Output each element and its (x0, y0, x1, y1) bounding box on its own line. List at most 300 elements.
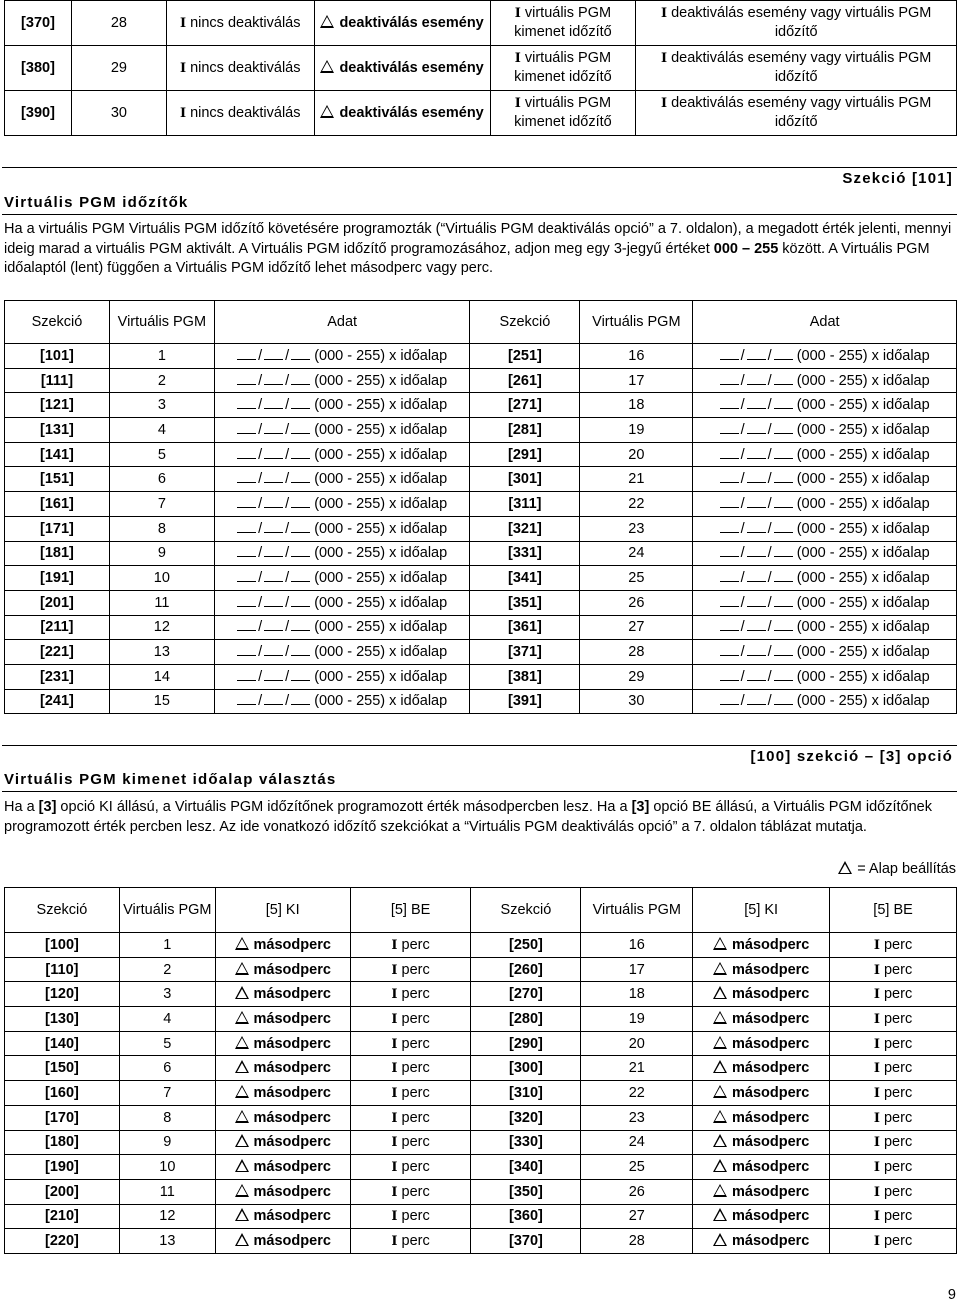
digit-blank[interactable] (237, 521, 256, 533)
option-text: nincs deaktiválás (190, 104, 301, 121)
section-cell: [351] (470, 590, 580, 615)
pgm-cell: 9 (109, 541, 214, 566)
digit-blank[interactable] (720, 595, 739, 607)
off-cell-default (215, 1179, 350, 1204)
table-row (5, 1105, 957, 1130)
data-entry-cell[interactable] (693, 368, 957, 393)
option-cell (490, 46, 636, 91)
data-entry-cell[interactable] (214, 393, 470, 418)
digit-blank[interactable] (774, 348, 793, 360)
pgm-cell: 12 (119, 1204, 215, 1229)
digit-blank[interactable] (720, 348, 739, 360)
digit-blank[interactable] (720, 693, 739, 705)
digit-blank[interactable] (774, 397, 793, 409)
off-cell-default (215, 1081, 350, 1106)
default-legend (838, 861, 956, 877)
section-cell: [271] (470, 393, 580, 418)
digit-blank[interactable] (291, 619, 310, 631)
slash: / (258, 372, 263, 389)
off-value: másodperc (253, 986, 331, 1003)
digit-blank[interactable] (291, 521, 310, 533)
col-header-data: Adat (693, 301, 957, 344)
data-entry-cell[interactable] (693, 467, 957, 492)
digit-blank[interactable] (747, 644, 766, 656)
data-entry-cell[interactable] (214, 590, 470, 615)
off-cell-default (693, 982, 830, 1007)
option-one-icon: I (873, 1135, 880, 1151)
table-row (5, 344, 957, 369)
digit-blank[interactable] (291, 447, 310, 459)
digit-blank[interactable] (774, 471, 793, 483)
off-value: másodperc (253, 1109, 331, 1126)
pgm-cell: 23 (581, 1105, 693, 1130)
table-row (5, 1204, 957, 1229)
col-header-section: Szekció (5, 888, 120, 933)
on-cell (350, 1229, 471, 1254)
pgm-cell: 6 (119, 1056, 215, 1081)
digit-blank[interactable] (774, 595, 793, 607)
digit-blank[interactable] (774, 644, 793, 656)
digit-blank[interactable] (747, 693, 766, 705)
digit-blank[interactable] (264, 496, 283, 508)
data-entry-cell[interactable] (693, 664, 957, 689)
on-value: perc (883, 1134, 913, 1151)
pgm-cell: 16 (581, 933, 693, 958)
slash: / (258, 520, 263, 537)
slash: / (285, 520, 290, 537)
default-triangle-icon (235, 1184, 249, 1197)
option-one-icon: I (873, 1085, 880, 1101)
digit-blank[interactable] (774, 422, 793, 434)
digit-blank[interactable] (747, 521, 766, 533)
digit-blank[interactable] (237, 471, 256, 483)
digit-blank[interactable] (264, 447, 283, 459)
option-cell (490, 91, 636, 136)
section-cell: [291] (470, 442, 580, 467)
digit-blank[interactable] (291, 545, 310, 557)
option-one-icon: I (391, 1209, 398, 1225)
data-entry-cell[interactable] (214, 640, 470, 665)
on-cell (830, 1179, 957, 1204)
digit-blank[interactable] (774, 619, 793, 631)
digit-blank[interactable] (237, 373, 256, 385)
default-triangle-icon (235, 1036, 249, 1049)
slash: / (258, 421, 263, 438)
on-cell (830, 1081, 957, 1106)
pgm-cell: 26 (580, 590, 693, 615)
pgm-cell: 13 (109, 640, 214, 665)
pgm-cell: 24 (581, 1130, 693, 1155)
section-cell: [391] (470, 689, 580, 714)
data-entry-cell[interactable] (693, 689, 957, 714)
option-one-icon: I (873, 1160, 880, 1176)
slash: / (740, 668, 745, 685)
option-text: deaktiválás esemény (339, 59, 484, 76)
option-text: virtuális PGM kimenet időzítő (514, 50, 612, 85)
digit-blank[interactable] (747, 422, 766, 434)
option-text: deaktiválás esemény vagy virtuális PGM időzítő (671, 50, 932, 85)
digit-blank[interactable] (774, 496, 793, 508)
pgm-cell: 8 (119, 1105, 215, 1130)
data-range-text: (000 - 255) x időalap (314, 668, 448, 685)
digit-blank[interactable] (720, 447, 739, 459)
data-entry-cell[interactable] (214, 492, 470, 517)
digit-blank[interactable] (237, 422, 256, 434)
slash: / (258, 668, 263, 685)
option-text: nincs deaktiválás (190, 14, 301, 31)
slash: / (767, 594, 772, 611)
section-cell: [301] (470, 467, 580, 492)
data-range-text: (000 - 255) x időalap (314, 347, 448, 364)
digit-blank[interactable] (264, 521, 283, 533)
data-range-text: (000 - 255) x időalap (314, 520, 448, 537)
data-entry-cell[interactable] (693, 344, 957, 369)
digit-blank[interactable] (720, 570, 739, 582)
col-header-on: [5] BE (830, 888, 957, 933)
on-value: perc (883, 961, 913, 978)
slash: / (258, 545, 263, 562)
col-header-on: [5] BE (350, 888, 471, 933)
slash: / (285, 545, 290, 562)
pgm-cell: 7 (109, 492, 214, 517)
on-cell (350, 1179, 471, 1204)
data-range-text: (000 - 255) x időalap (796, 372, 930, 389)
digit-blank[interactable] (237, 644, 256, 656)
on-value: perc (401, 961, 430, 978)
digit-blank[interactable] (264, 619, 283, 631)
digit-blank[interactable] (291, 496, 310, 508)
digit-blank[interactable] (237, 348, 256, 360)
data-entry-cell[interactable] (214, 467, 470, 492)
slash: / (767, 471, 772, 488)
data-entry-cell[interactable] (214, 566, 470, 591)
on-value: perc (401, 1084, 430, 1101)
data-entry-cell[interactable] (214, 344, 470, 369)
on-cell (350, 982, 471, 1007)
on-value: perc (883, 986, 913, 1003)
digit-blank[interactable] (237, 595, 256, 607)
digit-blank[interactable] (747, 397, 766, 409)
on-value: perc (401, 1183, 430, 1200)
pgm-cell: 13 (119, 1229, 215, 1254)
digit-blank[interactable] (237, 570, 256, 582)
data-entry-cell[interactable] (214, 442, 470, 467)
section-cell: [261] (470, 368, 580, 393)
digit-blank[interactable] (720, 619, 739, 631)
digit-blank[interactable] (774, 570, 793, 582)
digit-blank[interactable] (291, 471, 310, 483)
digit-blank[interactable] (291, 373, 310, 385)
data-range-text: (000 - 255) x időalap (314, 644, 448, 661)
digit-blank[interactable] (237, 447, 256, 459)
option-one-icon: I (391, 1160, 398, 1176)
data-entry-cell[interactable] (693, 640, 957, 665)
digit-blank[interactable] (291, 348, 310, 360)
on-value: perc (401, 1233, 430, 1250)
option-one-icon: I (873, 962, 880, 978)
default-triangle-icon (320, 15, 334, 28)
slash: / (740, 644, 745, 661)
digit-blank[interactable] (774, 545, 793, 557)
slash: / (767, 644, 772, 661)
data-entry-cell[interactable] (693, 615, 957, 640)
digit-blank[interactable] (747, 545, 766, 557)
digit-blank[interactable] (747, 496, 766, 508)
option-text: deaktiválás esemény vagy virtuális PGM időzítő (671, 95, 932, 130)
data-entry-cell[interactable] (214, 664, 470, 689)
off-value: másodperc (253, 936, 331, 953)
option-cell-default (314, 1, 490, 46)
pgm-cell: 16 (580, 344, 693, 369)
digit-blank[interactable] (237, 496, 256, 508)
off-cell-default (215, 933, 350, 958)
section-cell: [200] (5, 1179, 120, 1204)
section-cell: [340] (471, 1155, 581, 1180)
off-value: másodperc (731, 961, 810, 978)
data-range-text: (000 - 255) x időalap (314, 619, 448, 636)
on-cell (350, 1204, 471, 1229)
digit-blank[interactable] (774, 373, 793, 385)
pgm-cell: 4 (119, 1007, 215, 1032)
option-one-icon: I (873, 987, 880, 1003)
option-cell-default (314, 46, 490, 91)
slash: / (258, 471, 263, 488)
on-cell (830, 1204, 957, 1229)
slash: / (740, 545, 745, 562)
digit-blank[interactable] (747, 570, 766, 582)
option-one-icon: I (391, 1135, 398, 1151)
on-cell (350, 933, 471, 958)
slash: / (740, 397, 745, 414)
slash: / (285, 693, 290, 710)
digit-blank[interactable] (720, 471, 739, 483)
data-entry-cell[interactable] (693, 393, 957, 418)
digit-blank[interactable] (264, 669, 283, 681)
off-cell-default (215, 1105, 350, 1130)
digit-blank[interactable] (291, 669, 310, 681)
off-value: másodperc (731, 1010, 810, 1027)
data-entry-cell[interactable] (693, 516, 957, 541)
digit-blank[interactable] (264, 471, 283, 483)
slash: / (285, 619, 290, 636)
data-entry-cell[interactable] (693, 590, 957, 615)
pgm-cell: 29 (71, 46, 166, 91)
digit-blank[interactable] (774, 521, 793, 533)
data-entry-cell[interactable] (214, 368, 470, 393)
default-triangle-icon (235, 1110, 249, 1123)
on-value: perc (401, 1159, 430, 1176)
digit-blank[interactable] (747, 471, 766, 483)
option-one-icon: I (514, 6, 521, 21)
option-cell (490, 1, 636, 46)
pgm-cell: 15 (109, 689, 214, 714)
table-row (5, 393, 957, 418)
section-cell: [101] (5, 344, 110, 369)
digit-blank[interactable] (291, 693, 310, 705)
section-cell: [330] (471, 1130, 581, 1155)
default-triangle-icon (235, 1134, 249, 1147)
off-value: másodperc (253, 961, 331, 978)
digit-blank[interactable] (291, 422, 310, 434)
digit-blank[interactable] (264, 644, 283, 656)
digit-blank[interactable] (720, 644, 739, 656)
on-cell (830, 1007, 957, 1032)
slash: / (258, 644, 263, 661)
digit-blank[interactable] (774, 447, 793, 459)
digit-blank[interactable] (747, 669, 766, 681)
on-value: perc (883, 1109, 913, 1126)
col-header-section: Szekció (471, 888, 581, 933)
option-cell (166, 46, 314, 91)
default-triangle-icon (713, 1085, 727, 1098)
option-one-icon: I (391, 1234, 398, 1250)
section-cell: [181] (5, 541, 110, 566)
digit-blank[interactable] (291, 644, 310, 656)
digit-blank[interactable] (747, 447, 766, 459)
section-cell: [260] (471, 957, 581, 982)
pgm-cell: 17 (581, 957, 693, 982)
digit-blank[interactable] (237, 619, 256, 631)
option-cell (636, 91, 957, 136)
off-value: másodperc (731, 1060, 810, 1077)
table-row (5, 1155, 957, 1180)
option-one-icon: I (179, 60, 187, 76)
pgm-cell: 10 (109, 566, 214, 591)
digit-blank[interactable] (747, 348, 766, 360)
digit-blank[interactable] (237, 693, 256, 705)
slash: / (767, 619, 772, 636)
digit-blank[interactable] (747, 619, 766, 631)
data-entry-cell[interactable] (214, 516, 470, 541)
timebase-table (4, 887, 957, 1254)
off-cell-default (693, 1155, 830, 1180)
digit-blank[interactable] (774, 693, 793, 705)
digit-blank[interactable] (237, 397, 256, 409)
pgm-cell: 6 (109, 467, 214, 492)
on-value: perc (883, 1035, 913, 1052)
slash: / (740, 495, 745, 512)
pgm-cell: 21 (581, 1056, 693, 1081)
default-triangle-icon (235, 1159, 249, 1172)
data-range-text: (000 - 255) x időalap (796, 495, 930, 512)
data-range-text: (000 - 255) x időalap (796, 693, 930, 710)
section-cell: [231] (5, 664, 110, 689)
digit-blank[interactable] (720, 521, 739, 533)
digit-blank[interactable] (264, 595, 283, 607)
section-cell: [180] (5, 1130, 120, 1155)
pgm-cell: 5 (109, 442, 214, 467)
digit-blank[interactable] (720, 373, 739, 385)
digit-blank[interactable] (747, 595, 766, 607)
data-range-text: (000 - 255) x időalap (796, 520, 930, 537)
digit-blank[interactable] (291, 595, 310, 607)
pgm-cell: 12 (109, 615, 214, 640)
digit-blank[interactable] (237, 669, 256, 681)
on-cell (350, 1130, 471, 1155)
col-header-off: [5] KI (693, 888, 830, 933)
data-range-text: (000 - 255) x időalap (314, 693, 448, 710)
digit-blank[interactable] (720, 397, 739, 409)
digit-blank[interactable] (774, 669, 793, 681)
data-range-text: (000 - 255) x időalap (796, 668, 930, 685)
digit-blank[interactable] (720, 422, 739, 434)
digit-blank[interactable] (264, 397, 283, 409)
default-triangle-icon (235, 1208, 249, 1221)
data-range-text: (000 - 255) x időalap (314, 495, 448, 512)
on-cell (830, 957, 957, 982)
option-one-icon: I (660, 6, 668, 21)
off-cell-default (215, 1031, 350, 1056)
digit-blank[interactable] (747, 373, 766, 385)
data-entry-cell[interactable] (214, 418, 470, 443)
pgm-cell: 19 (580, 418, 693, 443)
pgm-cell: 1 (109, 344, 214, 369)
data-entry-cell[interactable] (693, 541, 957, 566)
data-range-text: (000 - 255) x időalap (796, 644, 930, 661)
data-range-text: (000 - 255) x időalap (796, 446, 930, 463)
pgm-cell: 4 (109, 418, 214, 443)
section-description (4, 220, 954, 279)
option-one-icon: I (660, 51, 668, 66)
option-one-icon: I (391, 937, 398, 953)
on-cell (350, 1056, 471, 1081)
option-text: virtuális PGM kimenet időzítő (514, 5, 612, 40)
slash: / (767, 545, 772, 562)
digit-blank[interactable] (264, 348, 283, 360)
digit-blank[interactable] (264, 693, 283, 705)
table-row (5, 516, 957, 541)
data-range-text: (000 - 255) x időalap (314, 372, 448, 389)
pgm-cell: 7 (119, 1081, 215, 1106)
table-row (5, 615, 957, 640)
data-range-text: (000 - 255) x időalap (796, 421, 930, 438)
digit-blank[interactable] (264, 570, 283, 582)
digit-blank[interactable] (264, 422, 283, 434)
digit-blank[interactable] (264, 545, 283, 557)
data-entry-cell[interactable] (693, 442, 957, 467)
digit-blank[interactable] (291, 570, 310, 582)
digit-blank[interactable] (720, 669, 739, 681)
digit-blank[interactable] (264, 373, 283, 385)
on-value: perc (401, 1010, 430, 1027)
data-entry-cell[interactable] (214, 689, 470, 714)
off-cell-default (693, 933, 830, 958)
digit-blank[interactable] (720, 496, 739, 508)
data-entry-cell[interactable] (693, 566, 957, 591)
digit-blank[interactable] (291, 397, 310, 409)
data-entry-cell[interactable] (693, 492, 957, 517)
section-reference: Szekció [101] (842, 170, 953, 187)
on-value: perc (883, 1183, 913, 1200)
on-cell (830, 1056, 957, 1081)
pgm-cell: 17 (580, 368, 693, 393)
table-row (5, 1130, 957, 1155)
data-entry-cell[interactable] (214, 541, 470, 566)
default-triangle-icon (235, 1011, 249, 1024)
on-cell (830, 1105, 957, 1130)
section-cell: [150] (5, 1056, 120, 1081)
data-entry-cell[interactable] (214, 615, 470, 640)
data-entry-cell[interactable] (693, 418, 957, 443)
off-cell-default (215, 957, 350, 982)
off-value: másodperc (253, 1134, 331, 1151)
digit-blank[interactable] (720, 545, 739, 557)
digit-blank[interactable] (237, 545, 256, 557)
off-cell-default (693, 957, 830, 982)
option-text: deaktiválás esemény (339, 14, 484, 31)
data-range-text: (000 - 255) x időalap (314, 421, 448, 438)
table-row (5, 664, 957, 689)
